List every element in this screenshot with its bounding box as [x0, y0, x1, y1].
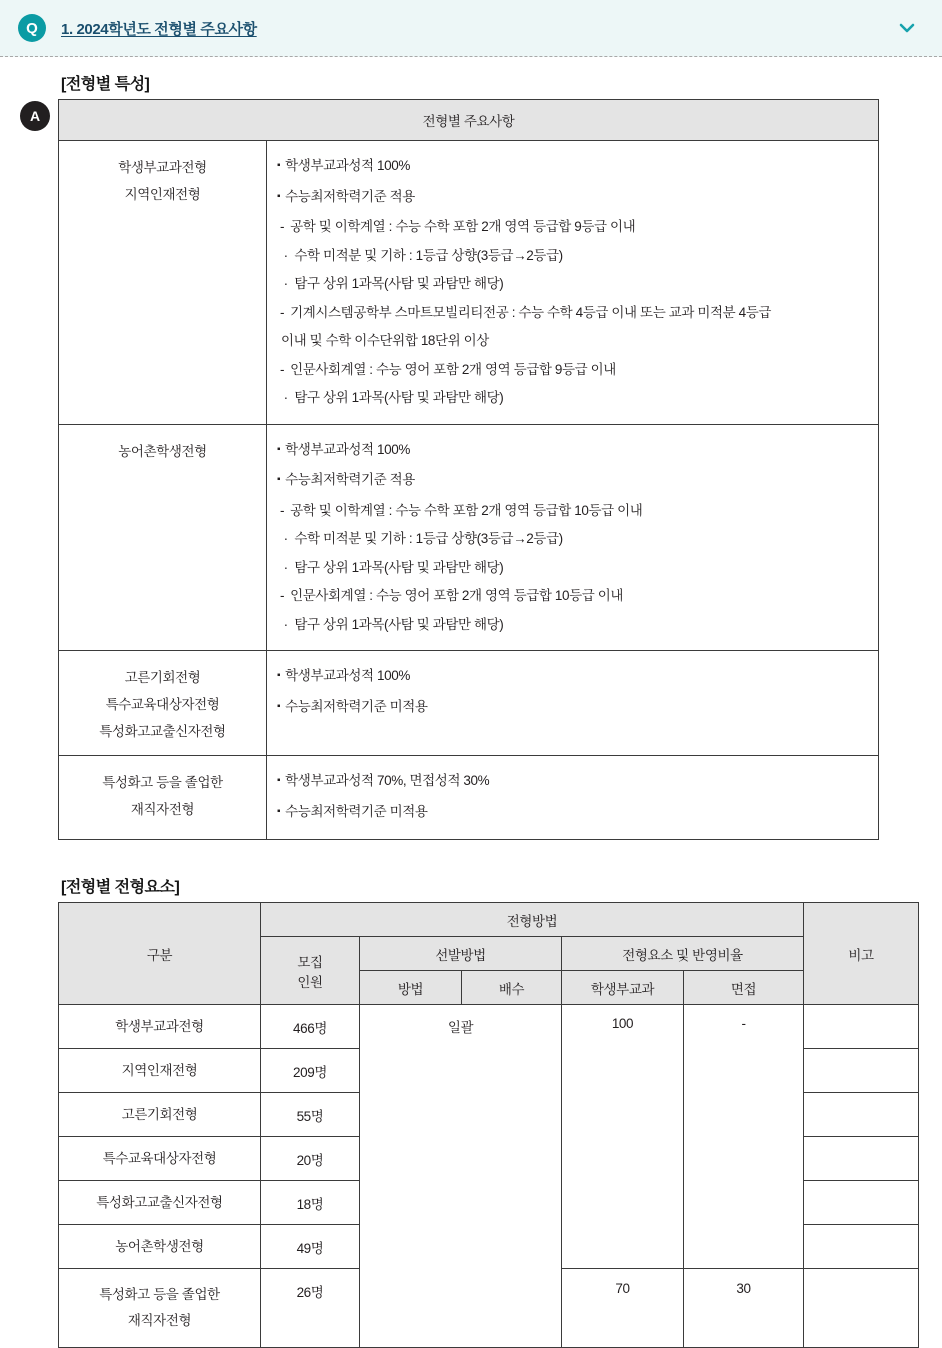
- row-remarks: [804, 1181, 919, 1225]
- characteristics-table-body: [59, 100, 879, 840]
- row-quota: 209명: [261, 1049, 360, 1093]
- admission-type-names: [59, 756, 267, 840]
- admission-type-name: 특수교육대상자전형: [105, 697, 220, 712]
- header-element-group: 전형요소 및 반영비율: [562, 937, 804, 971]
- admission-elements-table: [58, 902, 919, 1348]
- characteristics-table-header-row: [59, 100, 879, 141]
- row-quota: 20명: [261, 1137, 360, 1181]
- table-header-row: [59, 903, 919, 937]
- header-quota-line1: 모집: [297, 954, 323, 970]
- admission-characteristics-table: [58, 99, 879, 840]
- detail-line: ▪ 학생부교과성적 100%: [277, 662, 868, 693]
- header-record: 학생부교과: [562, 971, 684, 1005]
- answer-body: [0, 57, 942, 1348]
- row-record: 100: [562, 1005, 684, 1269]
- table-row: [59, 756, 879, 840]
- detail-line: - 인문사회계열 : 수능 영어 포함 2개 영역 등급합 9등급 이내: [277, 356, 868, 385]
- detail-line: ▪ 수능최저학력기준 미적용: [277, 693, 868, 724]
- admission-type-details: [267, 756, 879, 840]
- section-title-elements: [전형별 전형요소]: [61, 879, 180, 896]
- header-gubun: 구분: [59, 903, 261, 1005]
- row-quota: 26명: [261, 1269, 360, 1348]
- answer-badge: A: [20, 101, 50, 131]
- detail-line: . 탐구 상위 1과목(사탐 및 과탐만 해당): [277, 611, 868, 640]
- admission-type-name: 재직자전형: [130, 802, 195, 817]
- header-method: 방법: [360, 971, 462, 1005]
- elements-table-body: [59, 1005, 919, 1348]
- admission-type-names: [59, 424, 267, 651]
- admission-type-details: [267, 424, 879, 651]
- admission-type-name: 특성화고교출신자전형: [99, 724, 226, 739]
- admission-type-name: 지역인재전형: [124, 187, 201, 202]
- characteristics-table-header-cell: 전형별 주요사항: [59, 100, 879, 141]
- row-quota: 18명: [261, 1181, 360, 1225]
- admission-type-details: [267, 141, 879, 425]
- row-quota: 466명: [261, 1005, 360, 1049]
- header-method-group: 전형방법: [261, 903, 804, 937]
- table-row: [59, 1005, 919, 1049]
- detail-line: ▪ 학생부교과성적 100%: [277, 152, 868, 183]
- admission-type-name: 고른기회전형: [124, 670, 201, 685]
- detail-line: 이내 및 수학 이수단위합 18단위 이상: [281, 333, 489, 348]
- detail-line: . 탐구 상위 1과목(사탐 및 과탐만 해당): [277, 384, 868, 413]
- detail-line: ▪ 학생부교과성적 70%, 면접성적 30%: [277, 767, 868, 798]
- detail-line: ▪ 수능최저학력기준 적용: [277, 183, 868, 214]
- detail-line: - 공학 및 이학계열 : 수능 수학 포함 2개 영역 등급합 10등급 이내: [277, 497, 868, 526]
- admission-type-name: 농어촌학생전형: [118, 443, 207, 459]
- admission-type-names: [59, 141, 267, 425]
- row-remarks: [804, 1225, 919, 1269]
- row-remarks: [804, 1093, 919, 1137]
- row-label: 농어촌학생전형: [59, 1225, 261, 1269]
- question-badge: Q: [18, 14, 46, 42]
- row-label: 특성화고교출신자전형: [59, 1181, 261, 1225]
- answer-content: [58, 57, 924, 1348]
- table-row: [59, 651, 879, 756]
- header-quota-line2: 인원: [297, 974, 323, 990]
- row-remarks: [804, 1005, 919, 1049]
- elements-table-head: [59, 903, 919, 1005]
- table-row: [59, 141, 879, 425]
- row-label: 고른기회전형: [59, 1093, 261, 1137]
- row-interview: -: [684, 1005, 804, 1269]
- admission-type-details: [267, 651, 879, 756]
- row-label-line2: 재직자전형: [127, 1313, 192, 1328]
- header-interview: 면접: [684, 971, 804, 1005]
- header-quota: [261, 937, 360, 1005]
- header-selection-group: 선발방법: [360, 937, 562, 971]
- selection-method-merged: 일괄: [360, 1005, 562, 1348]
- row-label: 학생부교과전형: [59, 1005, 261, 1049]
- row-label: [59, 1269, 261, 1348]
- row-interview: 30: [684, 1269, 804, 1348]
- detail-line: ▪ 학생부교과성적 100%: [277, 436, 868, 467]
- row-label: 특수교육대상자전형: [59, 1137, 261, 1181]
- row-label-line1: 특성화고 등을 졸업한: [99, 1287, 220, 1302]
- detail-line: ▪ 수능최저학력기준 미적용: [277, 798, 868, 829]
- admission-type-names: [59, 651, 267, 756]
- detail-line: - 기계시스템공학부 스마트모빌리티전공 : 수능 수학 4등급 이내 또는 교과 미적분 4등급: [277, 299, 868, 328]
- detail-line: - 공학 및 이학계열 : 수능 수학 포함 2개 영역 등급합 9등급 이내: [277, 213, 868, 242]
- row-quota: 55명: [261, 1093, 360, 1137]
- detail-line: . 탐구 상위 1과목(사탐 및 과탐만 해당): [277, 270, 868, 299]
- detail-line: . 수학 미적분 및 기하 : 1등급 상향(3등급→2등급): [277, 525, 868, 554]
- row-label: 지역인재전형: [59, 1049, 261, 1093]
- header-remarks: 비고: [804, 903, 919, 1005]
- row-remarks: [804, 1269, 919, 1348]
- row-remarks: [804, 1049, 919, 1093]
- admission-type-name: 학생부교과전형: [118, 160, 207, 175]
- chevron-down-icon[interactable]: [896, 17, 918, 39]
- row-remarks: [804, 1137, 919, 1181]
- admission-type-name: 특성화고 등을 졸업한: [102, 775, 223, 790]
- question-header-bar[interactable]: [0, 0, 942, 57]
- row-record: 70: [562, 1269, 684, 1348]
- detail-line: ▪ 수능최저학력기준 적용: [277, 466, 868, 497]
- header-multiple: 배수: [462, 971, 562, 1005]
- row-quota: 49명: [261, 1225, 360, 1269]
- question-title-link[interactable]: 1. 2024학년도 전형별 주요사항: [61, 20, 257, 38]
- detail-line: . 탐구 상위 1과목(사탐 및 과탐만 해당): [277, 554, 868, 583]
- section-title-characteristics: [전형별 특성]: [61, 76, 150, 93]
- detail-line: - 인문사회계열 : 수능 영어 포함 2개 영역 등급합 10등급 이내: [277, 582, 868, 611]
- detail-line: . 수학 미적분 및 기하 : 1등급 상향(3등급→2등급): [277, 242, 868, 271]
- table-row: [59, 424, 879, 651]
